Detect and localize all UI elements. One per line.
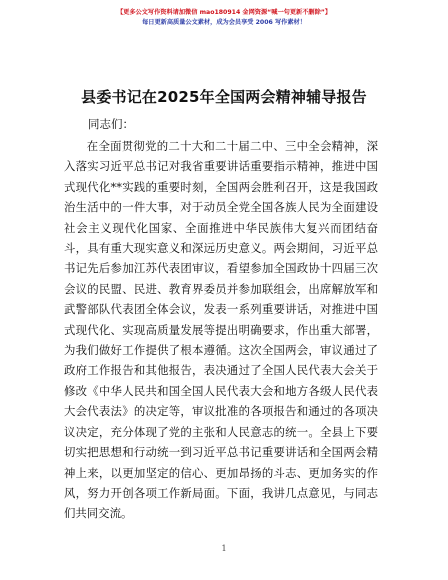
body-paragraph: 在全面贯彻党的二十大和二十届二中、三中全会精神，深入落实习近平总书记对我省重要讲话重要指示精神，推进中国式现代化**实践的重要时刻，全国两会胜利召开，这是我国政治生活中的一件大事，对于动员全党全国各族人民为全面建设社会主义现代化国家、全面推进中华民族伟大复兴而团结奋斗，具有重大现实意义和深远历史意义。两会期间，习近平总书记先后参加江苏代表团审议，看望参加全国政协十四届三次会议的民盟、民进、教育界委员并参加联组会，出席解放军和武警部队代表团全体会议，发表一系列重要讲话，对推进中国式现代化、实现高质量发展等提出明确要求，作出重大部署，为我们做好工作提供了根本遵循。这次全国两会，审议通过了政府工作报告和其他报告，表决通过了全国人民代表大会关于修改《中华人民共和国全国人民代表大会和地方各级人民代表大会代表法》的决定等，审议批准的各项报告和通过的各项决议决定，充分体现了党的主张和人民意志的统一。全县上下要切实把思想和行动统一到习近平总书记重要讲话和全国两会精神上来，以更加坚定的信心、更加昂扬的斗志、更加务实的作风，努力开创各项工作新局面。下面，我讲几点意见，与同志们共同交流。 xyxy=(64,139,378,521)
page-number: 1 xyxy=(221,544,227,553)
promo-banner-line-2: 每日更新高质量公文素材，成为会员享受 2006 写作素材！ xyxy=(142,19,306,26)
promo-banner xyxy=(0,8,448,28)
document-title: 县委书记在2025年全国两会精神辅导报告 xyxy=(81,88,367,106)
salutation: 同志们： xyxy=(88,117,134,131)
promo-banner-line-1: 【更多公文写作资料请加微信 mao180914 金网资源“喊一句更新不删除”】 xyxy=(116,9,332,16)
